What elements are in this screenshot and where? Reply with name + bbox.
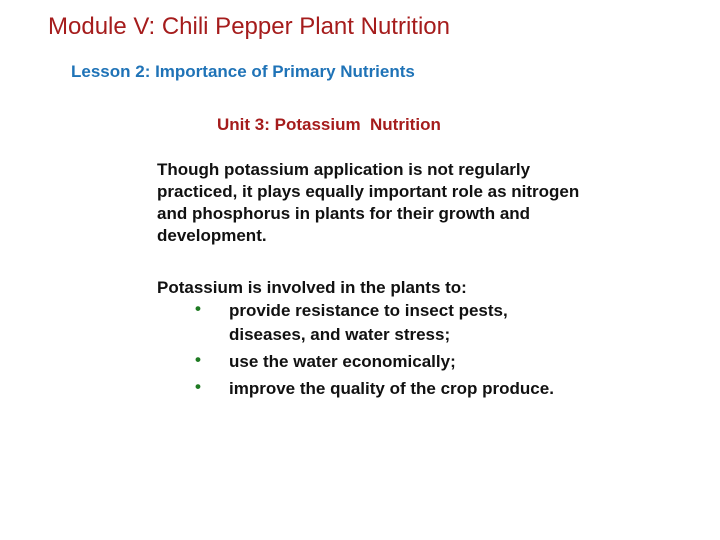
bullet-item [157, 299, 577, 347]
bullet-icon: • [195, 299, 201, 318]
bullet-icon: • [195, 350, 201, 369]
lesson-title: Lesson 2: Importance of Primary Nutrients [71, 62, 415, 81]
bullet-text: use the water economically; [229, 352, 456, 371]
module-title: Module V: Chili Pepper Plant Nutrition [48, 13, 450, 40]
bullet-item [157, 377, 577, 401]
bullet-icon: • [195, 377, 201, 396]
bullet-text: improve the quality of the crop produce. [229, 379, 554, 398]
bullet-item [157, 350, 577, 374]
intro-paragraph: Though potassium application is not regularly practiced, it plays equally important role as nitrogen and phosphorus in plants for their growth and development. [157, 160, 580, 245]
list-lead-text: Potassium is involved in the plants to: [157, 278, 467, 297]
bullet-text: provide resistance to insect pests, diseases, and water stress; [229, 301, 508, 344]
unit-title: Unit 3: Potassium Nutrition [217, 115, 441, 134]
bullet-list [157, 299, 577, 401]
